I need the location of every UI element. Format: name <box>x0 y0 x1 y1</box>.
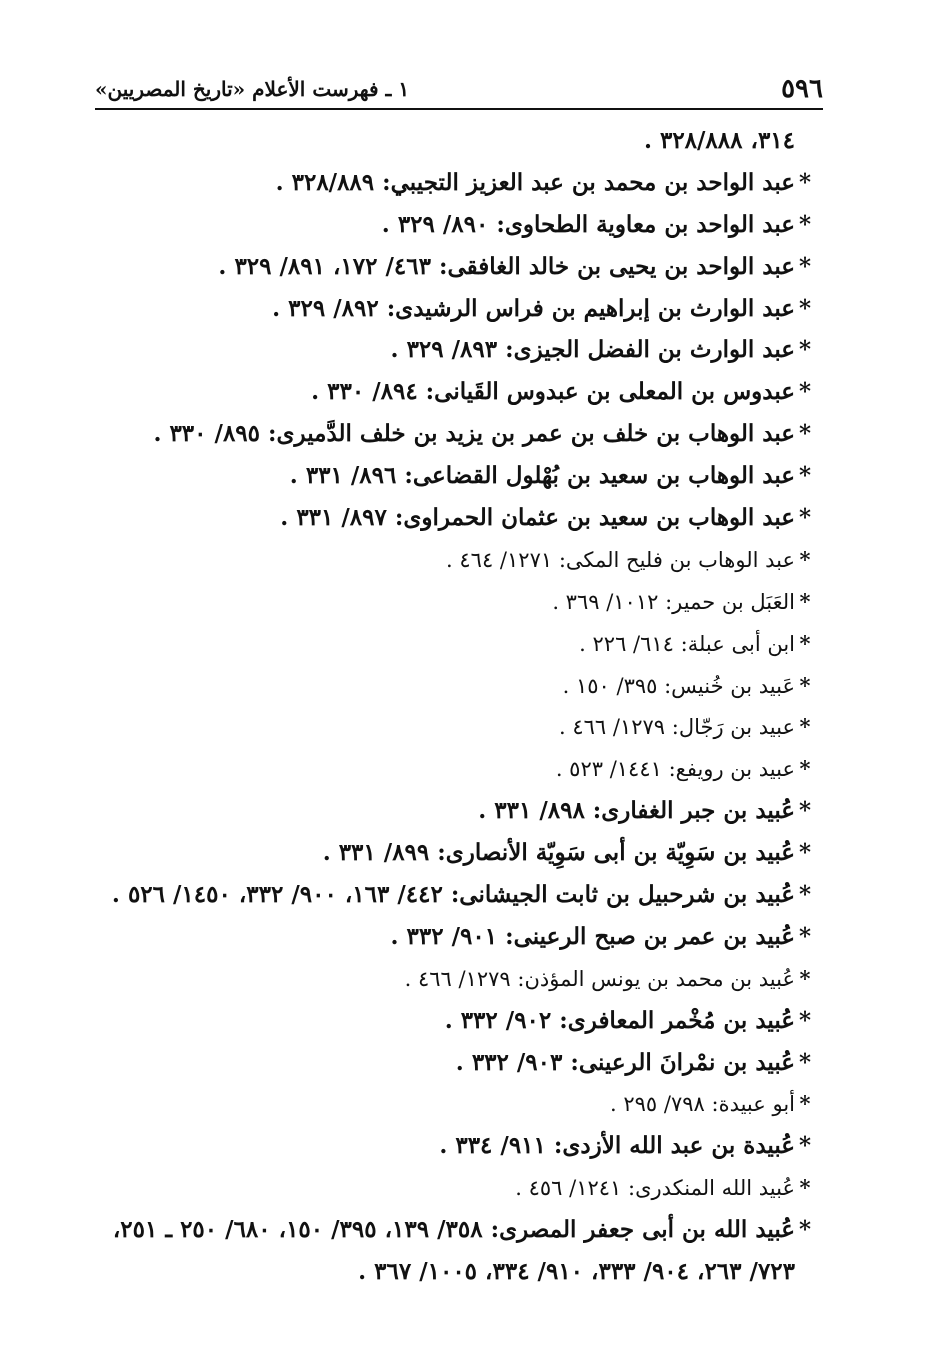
entry-bullet: * <box>798 1048 812 1076</box>
index-entry <box>95 1209 815 1251</box>
entry-text: عبد الوهاب بن سعيد بن بُهْلول القضاعى: ٨٩٦/ ٣٣١ . <box>289 462 795 490</box>
entry-bullet: * <box>798 168 812 196</box>
index-entry <box>95 1042 815 1084</box>
index-entry <box>95 748 815 790</box>
index-entry <box>95 1083 815 1125</box>
entry-bullet: * <box>798 252 812 280</box>
entry-text: عَبيد بن خُنيس: ٣٩٥/ ١٥٠ . <box>562 673 795 698</box>
entry-bullet: * <box>799 630 811 656</box>
entry-text: عبد الوارث بن الفضل الجيزى: ٨٩٣/ ٣٢٩ . <box>390 336 795 364</box>
entry-bullet: * <box>798 462 812 490</box>
entry-text: عُبيد الله بن أبى جعفر المصرى: ٣٥٨/ ١٣٩، ٣٩٥/ ١٥٠، ٦٨٠/ ٢٥٠ ـ ٢٥١، <box>112 1216 795 1244</box>
entry-text: عُبيد بن نمْرانَ الرعينى: ٩٠٣/ ٣٣٢ . <box>455 1048 795 1076</box>
index-entries <box>95 120 815 1293</box>
index-entry <box>95 539 815 581</box>
entry-text: أبو عبيدة: ٧٩٨/ ٢٩٥ . <box>610 1092 795 1117</box>
header-rule <box>95 108 823 110</box>
entry-bullet: * <box>799 756 811 782</box>
entry-bullet: * <box>798 1216 812 1244</box>
entry-text: ابن أبى عبلة: ٦١٤/ ٢٢٦ . <box>579 631 795 656</box>
index-entry <box>95 329 815 371</box>
entry-bullet: * <box>799 588 811 614</box>
entry-bullet: * <box>799 672 811 698</box>
index-entry <box>95 413 815 455</box>
index-entry <box>95 832 815 874</box>
entry-text: عبد الواحد بن يحيى بن خالد الغافقى: ٤٦٣/ ١٧٢، ٨٩١/ ٣٢٩ . <box>218 252 795 280</box>
index-entry <box>95 288 815 330</box>
index-entry <box>95 916 815 958</box>
entry-text: العَبَل بن حمير: ١٠١٢/ ٣٦٩ . <box>552 589 795 614</box>
entry-bullet: * <box>798 839 812 867</box>
index-entry <box>95 455 815 497</box>
entry-bullet: * <box>799 1091 811 1117</box>
entry-text: عُبيدة بن عبد الله الأزدى: ٩١١/ ٣٣٤ . <box>439 1132 795 1160</box>
entry-bullet: * <box>798 922 812 950</box>
entry-text: عُبيد الله المنكدرى: ١٢٤١/ ٤٥٦ . <box>515 1176 795 1201</box>
index-entry <box>95 371 815 413</box>
entry-text: عبيد بن رويفع: ١٤٤١/ ٥٢٣ . <box>555 757 795 782</box>
page-number: ٥٩٦ <box>781 74 823 104</box>
index-entry <box>95 246 815 288</box>
index-entry <box>95 706 815 748</box>
running-head: ١ ـ فهرست الأعلام «تاريخ المصريين» <box>95 77 410 101</box>
entry-text: عبيد بن رَجّال: ١٢٧٩/ ٤٦٦ . <box>558 715 795 740</box>
entry-text: ٣١٤، ٣٢٨/٨٨٨ . <box>643 127 795 154</box>
index-entry <box>95 790 815 832</box>
entry-bullet: * <box>799 1175 811 1201</box>
entry-bullet: * <box>798 210 812 238</box>
entry-text: عُبيد بن شرحبيل بن ثابت الجيشانى: ٤٤٢/ ١٦٣، ٩٠٠/ ٣٣٢، ١٤٥٠/ ٥٢٦ . <box>111 881 795 909</box>
entry-text: عُبيد بن جبر الغفارى: ٨٩٨/ ٣٣١ . <box>478 797 795 825</box>
entry-text: عبد الواحد بن محمد بن عبد العزيز التجيبي: ٣٢٨/٨٨٩ . <box>275 168 795 196</box>
index-entry <box>95 1125 815 1167</box>
entry-bullet: * <box>799 965 811 991</box>
entry-bullet: * <box>798 294 812 322</box>
entry-bullet: * <box>798 1006 812 1034</box>
index-entry <box>95 1000 815 1042</box>
entry-bullet: * <box>798 336 812 364</box>
entry-text: عبد الوارث بن إبراهيم بن فراس الرشيدى: ٨٩٢/ ٣٢٩ . <box>272 294 795 322</box>
index-entry <box>95 497 815 539</box>
entry-text: عبد الوهاب بن سعيد بن عثمان الحمراوى: ٨٩٧/ ٣٣١ . <box>280 504 795 532</box>
entry-bullet: * <box>798 420 812 448</box>
entry-bullet: * <box>798 504 812 532</box>
entry-bullet: * <box>798 881 812 909</box>
entry-text: عبدوس بن المعلى بن عبدوس القَيانى: ٨٩٤/ ٣٣٠ . <box>311 378 795 406</box>
index-entry <box>95 623 815 665</box>
entry-bullet: * <box>799 714 811 740</box>
entry-text: ٧٢٣/ ٢٦٣، ٩٠٤/ ٣٣٣، ٩١٠/ ٣٣٤، ١٠٠٥/ ٣٦٧ . <box>358 1258 795 1286</box>
page-header <box>95 72 823 108</box>
entry-bullet: * <box>798 378 812 406</box>
index-entry <box>95 665 815 707</box>
index-entry <box>95 1251 815 1293</box>
entry-bullet: * <box>799 546 811 572</box>
index-entry <box>95 162 815 204</box>
entry-text: عُبيد بن محمد بن يونس المؤذن: ١٢٧٩/ ٤٦٦ . <box>404 966 795 991</box>
index-entry <box>95 958 815 1000</box>
index-entry <box>95 120 815 162</box>
entry-text: عُبيد بن عمر بن صبح الرعينى: ٩٠١/ ٣٣٢ . <box>390 922 795 950</box>
entry-bullet: * <box>798 1132 812 1160</box>
index-entry <box>95 1167 815 1209</box>
entry-bullet: * <box>798 797 812 825</box>
entry-text: عبد الوهاب بن فليح المكى: ١٢٧١/ ٤٦٤ . <box>446 547 795 572</box>
index-entry <box>95 874 815 916</box>
entry-text: عبد الوهاب بن خلف بن عمر بن يزيد بن خلف الدَّميرى: ٨٩٥/ ٣٣٠ . <box>153 420 795 448</box>
index-entry <box>95 581 815 623</box>
index-entry <box>95 204 815 246</box>
entry-text: عُبيد بن مُخْمر المعافرى: ٩٠٢/ ٣٣٢ . <box>444 1006 795 1034</box>
entry-text: عُبيد بن سَوِيّة بن أبى سَوِيّة الأنصارى: ٨٩٩/ ٣٣١ . <box>322 839 795 867</box>
entry-text: عبد الواحد بن معاوية الطحاوى: ٨٩٠/ ٣٢٩ . <box>381 210 795 238</box>
